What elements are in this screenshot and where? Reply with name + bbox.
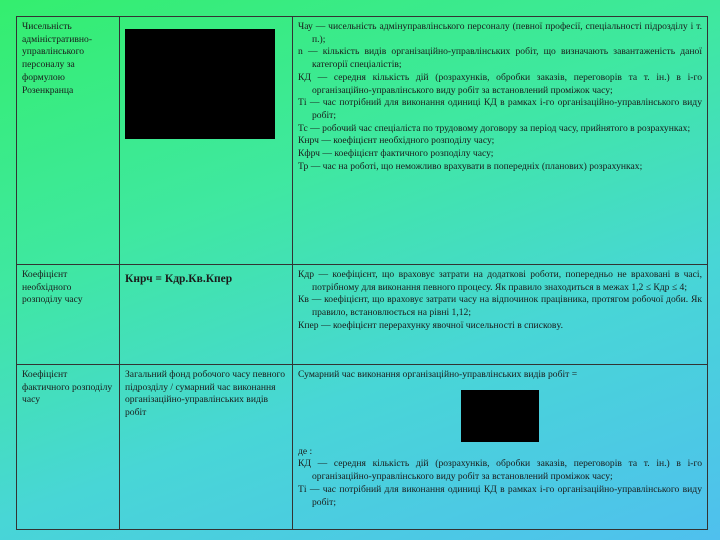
table-row [17,265,708,365]
definition-item: КД — середня кількість дій (розрахунків, обробки заказів, переговорів та т. ін.) в і-го організаційно-управлінського виду робіт за встановлений проміжок часу; [298,458,702,483]
formula-cell [120,365,293,530]
sum-intro: Сумарний час виконання організаційно-управлінських видів робіт = [298,369,578,380]
definition-item: Кдр — коефіцієнт, що враховує затрати на додаткові роботи, попередньо не враховані в часі, потрібному для виконання певного процесу. Як правило знаходиться в межах 1,2 ≤ Кдр ≤ 4; [298,269,702,293]
definitions-cell [293,265,708,365]
row-label: Коефіцієнт необхідного розподілу часу [22,269,83,306]
row-label: Коефіцієнт фактичного розподілу часу [22,369,113,406]
row-label-cell [17,265,120,365]
sum-formula-image [461,390,539,442]
formula-table [16,16,708,530]
row-label: Чисельність адміністративно-управлінського персоналу за формулою Розенкранца [22,21,93,96]
row-label-cell [17,17,120,265]
definitions-cell [293,365,708,530]
where-label: де : [298,445,313,457]
formula-cell [120,17,293,265]
formula-text: Кнрч = Кдр.Кв.Кпер [125,273,233,285]
formula-image [125,29,275,139]
definition-item: Ті — час потрібний для виконання одиниці КД в рамках і-го організаційно-управлінського виду робіт; [298,483,702,508]
definitions-cell [293,17,708,265]
definition-item: Тс — робочий час спеціаліста по трудовому договору за період часу, прийнятого в розрахунках; [298,122,691,134]
definition-item: Кфрч — коефіцієнт фактичного розподілу часу; [298,148,494,160]
definition-item: КД — середня кількість дій (розрахунків, обробки заказів, переговорів та т. ін.) в і-го організаційно-управлінського виду робіт за встановлений проміжок часу; [298,71,702,96]
definition-item: n — кількість видів організаційно-управлінських робіт, що визначають завантаженість даної категорії спеціалістів; [298,46,702,71]
formula-text: Загальний фонд робочого часу певного підрозділу / сумарний час виконання організаційно-управлінських видів робіт [125,369,286,419]
definition-item: Ті — час потрібний для виконання одиниці КД в рамках і-го організаційно-управлінського виду робіт; [298,97,702,121]
table-row [17,17,708,265]
definition-item: Кпер — коефіцієнт перерахунку явочної чисельності в списковy. [298,319,564,331]
definition-item: Чау — чисельність адмінуправлінського персоналу (певної професії, спеціальності підрозділу і т. п.); [298,21,702,45]
row-label-cell [17,365,120,530]
definition-item: Кнрч — коефіцієнт необхідного розподілу часу; [298,135,495,147]
formula-cell [120,265,293,365]
table-row [17,365,708,530]
definition-item: Кв — коефіцієнт, що враховує затрати часу на відпочинок працівника, протягом робочої доби. Як правило, встановлюється на рівні 1,12; [298,294,702,319]
definition-item: Тр — час на роботі, що неможливо врахувати в попередніх (планових) розрахунках; [298,160,643,172]
